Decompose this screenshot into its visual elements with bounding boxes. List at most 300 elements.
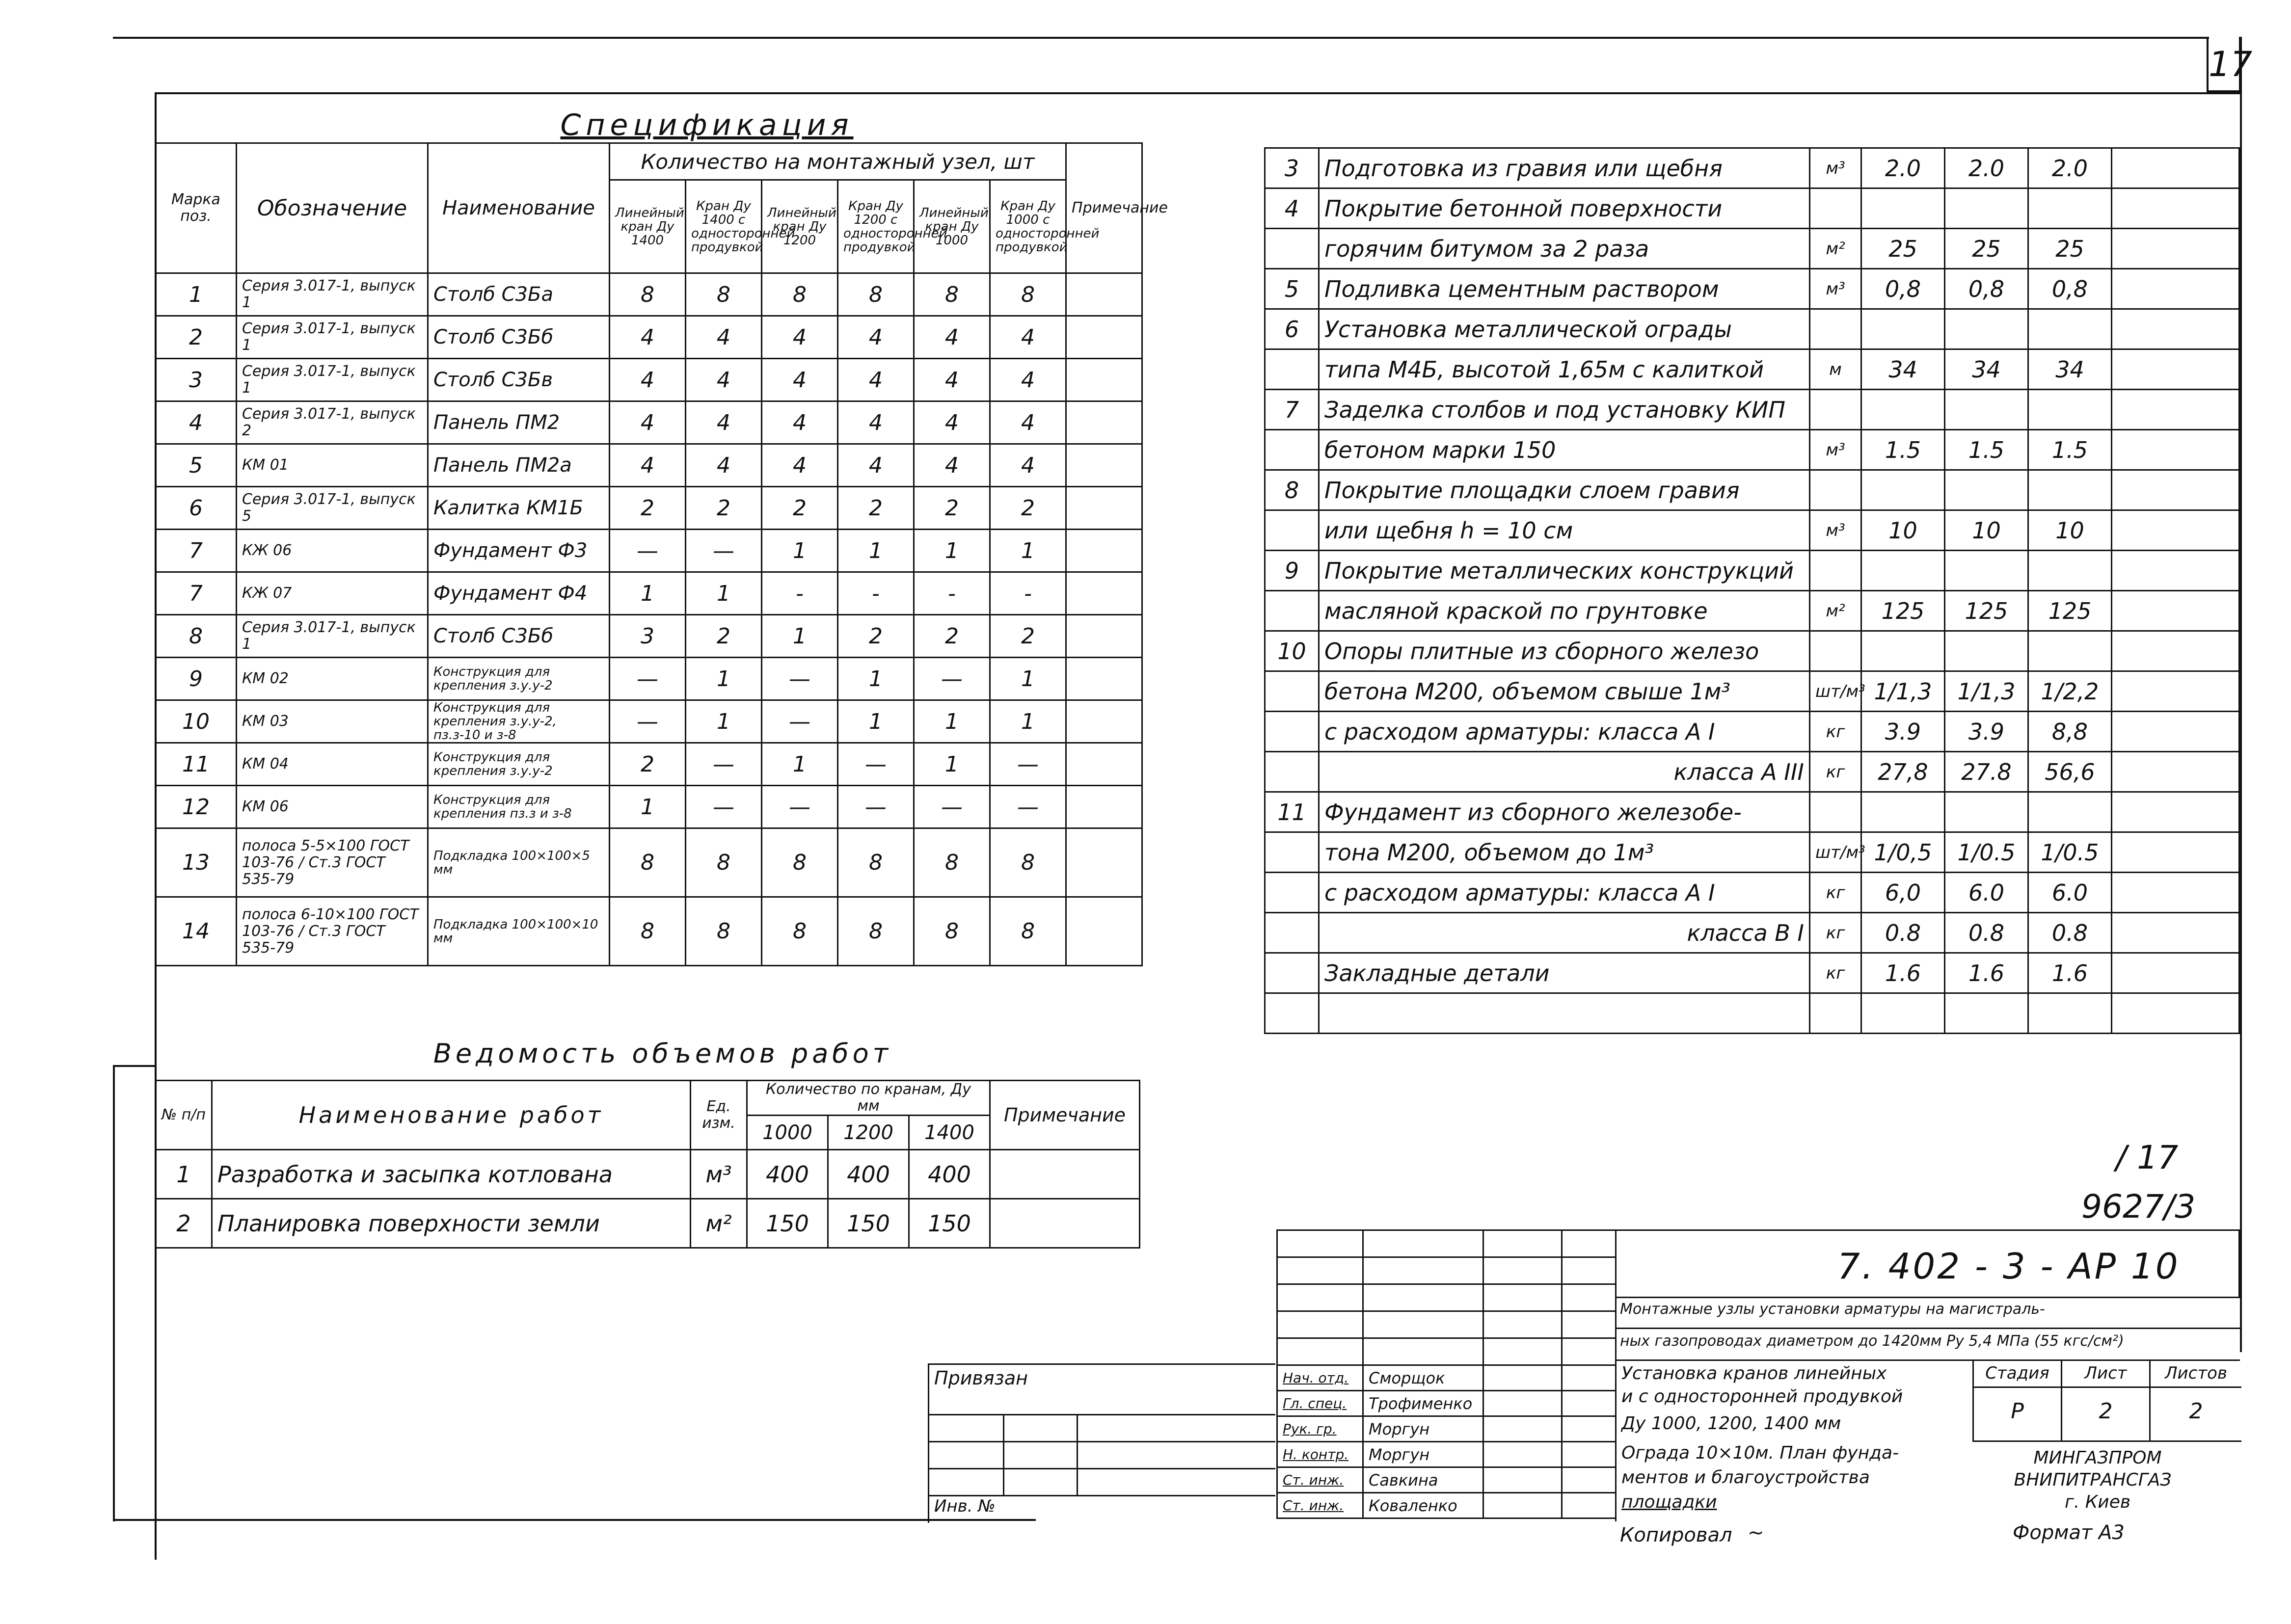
doc-title-line: Установка кранов линейных [1621, 1363, 1887, 1384]
cont-text: Фундамент из сборного железобе- [1319, 792, 1810, 832]
spec-note [1066, 786, 1142, 828]
table-row [156, 359, 1142, 401]
works-header-num: № п/п [156, 1081, 212, 1150]
spec-name: Фундамент Ф3 [428, 530, 610, 572]
spec-qty: 4 [686, 444, 762, 487]
top-border-line [113, 37, 2209, 39]
spec-header-name: Наименование [428, 143, 610, 273]
spec-designation: Серия 3.017-1, выпуск 1 [237, 316, 428, 359]
spec-qty: 1 [838, 700, 914, 743]
spec-qty: 8 [990, 828, 1066, 897]
signature [1483, 1416, 1562, 1442]
spec-qty: 1 [762, 530, 838, 572]
table-row [1265, 671, 2239, 712]
cont-note [2112, 269, 2239, 309]
spec-qty: — [838, 743, 914, 786]
table-row [1265, 470, 2239, 510]
cont-note [2112, 229, 2239, 269]
table-row [1265, 873, 2239, 913]
cont-value: 125 [1945, 591, 2028, 631]
spec-qty: 4 [914, 316, 990, 359]
cont-text [1319, 993, 1810, 1034]
spec-pos: 8 [156, 615, 237, 658]
spec-name: Подкладка 100×100×5 мм [428, 828, 610, 897]
spec-qty: 4 [762, 316, 838, 359]
spec-designation: КМ 06 [237, 786, 428, 828]
copied-label: Копировал [1620, 1524, 1732, 1546]
cont-unit [1810, 551, 1861, 591]
table-row [156, 1199, 1140, 1248]
cont-value: 0,8 [2028, 269, 2112, 309]
stamp-top-grid [1276, 1229, 1617, 1366]
table-row [156, 897, 1142, 966]
spec-qty: — [990, 743, 1066, 786]
stamp-date [1562, 1416, 1616, 1442]
cont-value [1945, 390, 2028, 430]
cont-value: 1/0.5 [2028, 832, 2112, 873]
spec-qty: 4 [990, 444, 1066, 487]
spec-qty: 4 [686, 359, 762, 401]
left-binding-line [113, 1065, 115, 1521]
cont-value [2028, 792, 2112, 832]
spec-note [1066, 401, 1142, 444]
cont-value: 3.9 [1945, 712, 2028, 752]
table-row [1265, 229, 2239, 269]
spec-qty: 2 [914, 615, 990, 658]
works-unit: м³ [691, 1150, 747, 1199]
spec-qty: 2 [762, 487, 838, 530]
stamp-person: Моргун [1363, 1416, 1483, 1442]
cont-unit: м² [1810, 591, 1861, 631]
spec-pos: 9 [156, 658, 237, 700]
cont-note [2112, 993, 2239, 1034]
table-row [156, 444, 1142, 487]
cont-text: Закладные детали [1319, 953, 1810, 993]
cont-num: 5 [1265, 269, 1319, 309]
cont-num: 4 [1265, 188, 1319, 229]
doc-title-line: ментов и благоустройства [1621, 1467, 1870, 1488]
cont-unit [1810, 188, 1861, 229]
spec-qty: 8 [762, 828, 838, 897]
page-number: 17 [2209, 44, 2253, 84]
spec-designation: полоса 6-10×100 ГОСТ 103-76 / Ст.3 ГОСТ 535-79 [237, 897, 428, 966]
spec-name: Панель ПМ2а [428, 444, 610, 487]
cont-value [1861, 309, 1945, 349]
cont-text: с расходом арматуры: класса А I [1319, 873, 1810, 913]
cont-value: 2.0 [1861, 148, 1945, 188]
spec-pos: 1 [156, 273, 237, 316]
spec-qty: 4 [762, 401, 838, 444]
cont-num [1265, 752, 1319, 792]
cont-note [2112, 712, 2239, 752]
frame-bottom-line [113, 1519, 1036, 1521]
table-row [156, 700, 1142, 743]
stamp-role: Ст. инж. [1277, 1493, 1363, 1518]
cont-value [2028, 470, 2112, 510]
spec-qty: 2 [610, 743, 686, 786]
table-row [1265, 269, 2239, 309]
spec-pos: 6 [156, 487, 237, 530]
spec-name: Панель ПМ2 [428, 401, 610, 444]
cont-text: Покрытие площадки слоем гравия [1319, 470, 1810, 510]
table-row [156, 401, 1142, 444]
spec-qty: 8 [990, 897, 1066, 966]
works-title: Ведомость объемов работ [433, 1038, 892, 1069]
cont-value: 10 [1861, 510, 1945, 551]
stamp-person: Сморщок [1363, 1365, 1483, 1391]
spec-qty: 2 [990, 487, 1066, 530]
spec-qty: 4 [686, 401, 762, 444]
signature [1483, 1442, 1562, 1467]
spec-designation: Серия 3.017-1, выпуск 1 [237, 615, 428, 658]
spec-name: Столб С3Бв [428, 359, 610, 401]
cont-value: 2.0 [1945, 148, 2028, 188]
cont-text: Покрытие металлических конструкций [1319, 551, 1810, 591]
table-row [1265, 712, 2239, 752]
cont-num [1265, 430, 1319, 470]
signature [1483, 1391, 1562, 1416]
cont-text: Подготовка из гравия или щебня [1319, 148, 1810, 188]
cont-unit: м [1810, 349, 1861, 390]
spec-pos: 10 [156, 700, 237, 743]
spec-designation: Серия 3.017-1, выпуск 2 [237, 401, 428, 444]
table-row [1277, 1442, 1616, 1467]
spec-qty: 1 [686, 700, 762, 743]
spec-qty: — [914, 786, 990, 828]
cont-note [2112, 671, 2239, 712]
spec-note [1066, 444, 1142, 487]
cont-text: тона М200, объемом до 1м³ [1319, 832, 1810, 873]
stamp-role: Рук. гр. [1277, 1416, 1363, 1442]
stamp-person: Моргун [1363, 1442, 1483, 1467]
cont-value: 6.0 [1945, 873, 2028, 913]
works-continuation-table [1264, 147, 2240, 1034]
works-name: Планировка поверхности земли [212, 1199, 691, 1248]
cont-value: 27,8 [1861, 752, 1945, 792]
page-number-box [2207, 37, 2253, 92]
doc-title-block [1615, 1359, 2241, 1521]
spec-qty: 4 [762, 444, 838, 487]
cont-value [2028, 993, 2112, 1034]
table-row [156, 743, 1142, 786]
cont-value: 3.9 [1861, 712, 1945, 752]
cont-value: 0.8 [1945, 913, 2028, 953]
spec-qty: 8 [990, 273, 1066, 316]
cont-note [2112, 792, 2239, 832]
cont-num [1265, 671, 1319, 712]
spec-qty: 8 [762, 897, 838, 966]
doc-title-line: площадки [1621, 1492, 1717, 1512]
spec-qty: 3 [610, 615, 686, 658]
cont-value: 0.8 [2028, 913, 2112, 953]
cont-value [1945, 631, 2028, 671]
spec-qty: — [610, 658, 686, 700]
spec-note [1066, 828, 1142, 897]
cont-num [1265, 591, 1319, 631]
table-row [156, 316, 1142, 359]
signature [1483, 1467, 1562, 1493]
org-line-3: г. Киев [2064, 1492, 2131, 1512]
cont-value: 34 [2028, 349, 2112, 390]
stamp-date [1562, 1365, 1616, 1391]
table-row [1265, 349, 2239, 390]
table-row [1265, 148, 2239, 188]
spec-qty: 8 [838, 897, 914, 966]
cont-note [2112, 953, 2239, 993]
cont-num [1265, 349, 1319, 390]
spec-qty: 4 [838, 359, 914, 401]
spec-qty: 8 [686, 273, 762, 316]
privyazan-block [928, 1363, 1275, 1523]
spec-qty: 8 [610, 897, 686, 966]
spec-qty: 8 [686, 897, 762, 966]
works-name: Разработка и засыпка котлована [212, 1150, 691, 1199]
cont-value: 0,8 [1861, 269, 1945, 309]
table-row [1265, 551, 2239, 591]
table-row [156, 487, 1142, 530]
table-row [156, 615, 1142, 658]
spec-qty: 1 [914, 743, 990, 786]
spec-qty: 2 [610, 487, 686, 530]
spec-note [1066, 316, 1142, 359]
cont-value [1945, 792, 2028, 832]
spec-pos: 7 [156, 530, 237, 572]
works-header-note: Примечание [990, 1081, 1140, 1150]
cont-num: 6 [1265, 309, 1319, 349]
spec-qty: — [610, 700, 686, 743]
cont-num [1265, 712, 1319, 752]
cont-note [2112, 510, 2239, 551]
table-row [1265, 188, 2239, 229]
stamp-person: Трофименко [1363, 1391, 1483, 1416]
spec-qty: — [686, 786, 762, 828]
spec-designation: КМ 01 [237, 444, 428, 487]
cont-value: 0.8 [1861, 913, 1945, 953]
spec-name: Подкладка 100×100×10 мм [428, 897, 610, 966]
works-value: 150 [909, 1199, 990, 1248]
doc-title-line: Ограда 10×10м. План фунда- [1621, 1443, 1899, 1463]
table-row [1265, 993, 2239, 1034]
frame-right-line [2240, 37, 2242, 1352]
sheet-value: 2 [2099, 1399, 2113, 1424]
privyazan-label: Привязан [934, 1367, 1028, 1389]
cont-text: класса В I [1319, 913, 1810, 953]
doc-title-line: и с односторонней продувкой [1621, 1386, 1903, 1407]
table-row [1265, 591, 2239, 631]
table-row [156, 530, 1142, 572]
spec-qty: 2 [686, 615, 762, 658]
spec-pos: 5 [156, 444, 237, 487]
works-header-d1: 1000 [747, 1116, 828, 1150]
table-row [1277, 1391, 1616, 1416]
cont-value [1945, 993, 2028, 1034]
cont-value: 25 [1861, 229, 1945, 269]
spec-pos: 7 [156, 572, 237, 615]
specification-table [155, 142, 1168, 966]
spec-qty: 8 [762, 273, 838, 316]
cont-unit: шт/м³ [1810, 832, 1861, 873]
spec-pos: 4 [156, 401, 237, 444]
inv-label: Инв. № [934, 1496, 996, 1516]
cont-text: Покрытие бетонной поверхности [1319, 188, 1810, 229]
cont-unit [1810, 470, 1861, 510]
table-row [1265, 832, 2239, 873]
table-row [156, 1150, 1140, 1199]
spec-qty: 1 [990, 700, 1066, 743]
spec-designation: КМ 03 [237, 700, 428, 743]
spec-qty: 2 [838, 487, 914, 530]
spec-qty: 1 [762, 743, 838, 786]
cont-unit: кг [1810, 752, 1861, 792]
spec-qty: 1 [686, 572, 762, 615]
table-row [156, 273, 1142, 316]
works-value: 150 [828, 1199, 909, 1248]
spec-note [1066, 273, 1142, 316]
spec-qty: 4 [914, 359, 990, 401]
cont-value [1861, 792, 1945, 832]
table-row [1265, 510, 2239, 551]
spec-qty: 8 [610, 273, 686, 316]
table-row [156, 572, 1142, 615]
cont-value [1861, 470, 1945, 510]
spec-name: Конструкция для крепления з.у.у-2 [428, 658, 610, 700]
cont-note [2112, 873, 2239, 913]
spec-name: Конструкция для крепления пз.з и з-8 [428, 786, 610, 828]
frame-top-line [155, 92, 2241, 94]
table-row [1265, 953, 2239, 993]
spec-qty: 2 [838, 615, 914, 658]
spec-name: Конструкция для крепления з.у.у-2, пз.з-10 и з-8 [428, 700, 610, 743]
stamp-person: Савкина [1363, 1467, 1483, 1493]
cont-value: 0,8 [1945, 269, 2028, 309]
cont-value: 125 [1861, 591, 1945, 631]
spec-designation: Серия 3.017-1, выпуск 1 [237, 359, 428, 401]
spec-qty: - [838, 572, 914, 615]
signature [1483, 1493, 1562, 1518]
cont-unit: кг [1810, 953, 1861, 993]
spec-header-designation: Обозначение [237, 143, 428, 273]
spec-note [1066, 530, 1142, 572]
bottom-mark: / 17 [2116, 1139, 2179, 1176]
works-header-qty-group: Количество по кранам, Ду мм [747, 1081, 990, 1116]
spec-note [1066, 487, 1142, 530]
spec-qty: 8 [838, 828, 914, 897]
cont-value [2028, 188, 2112, 229]
works-num: 2 [156, 1199, 212, 1248]
works-value: 400 [909, 1150, 990, 1199]
stamp-date [1562, 1442, 1616, 1467]
cont-unit: м³ [1810, 430, 1861, 470]
cont-value: 34 [1945, 349, 2028, 390]
cont-value: 125 [2028, 591, 2112, 631]
cont-text: класса А III [1319, 752, 1810, 792]
cont-num [1265, 229, 1319, 269]
spec-qty: 4 [990, 401, 1066, 444]
cont-unit [1810, 390, 1861, 430]
cont-unit: кг [1810, 712, 1861, 752]
cont-value: 10 [2028, 510, 2112, 551]
works-header-name: Наименование работ [212, 1081, 691, 1150]
spec-header-note: Примечание [1066, 143, 1142, 273]
works-header-d2: 1200 [828, 1116, 909, 1150]
spec-qty: 4 [610, 444, 686, 487]
spec-qty: 4 [990, 359, 1066, 401]
cont-unit: кг [1810, 913, 1861, 953]
spec-qty: 8 [914, 897, 990, 966]
cont-note [2112, 832, 2239, 873]
spec-designation: КМ 02 [237, 658, 428, 700]
table-row [156, 828, 1142, 897]
spec-header-qty-group: Количество на монтажный узел, шт [610, 143, 1066, 180]
cont-value [1945, 309, 2028, 349]
spec-qty: — [686, 743, 762, 786]
table-row [1265, 752, 2239, 792]
cont-value: 6,0 [1861, 873, 1945, 913]
spec-sub-header: Кран Ду 1200 с односторонней продувкой [838, 180, 914, 273]
cont-unit [1810, 792, 1861, 832]
spec-designation: Серия 3.017-1, выпуск 1 [237, 273, 428, 316]
spec-qty: — [610, 530, 686, 572]
cont-text: или щебня h = 10 см [1319, 510, 1810, 551]
cont-num [1265, 832, 1319, 873]
spec-note [1066, 615, 1142, 658]
spec-sub-header: Линейный кран Ду 1200 [762, 180, 838, 273]
cont-note [2112, 591, 2239, 631]
cont-value: 8,8 [2028, 712, 2112, 752]
cont-value: 25 [1945, 229, 2028, 269]
table-row [1265, 430, 2239, 470]
spec-note [1066, 359, 1142, 401]
spec-qty: - [762, 572, 838, 615]
spec-qty: 2 [990, 615, 1066, 658]
spec-qty: 2 [686, 487, 762, 530]
spec-qty: 2 [914, 487, 990, 530]
sheets-header: Листов [2164, 1363, 2227, 1383]
table-row [156, 658, 1142, 700]
works-unit: м² [691, 1199, 747, 1248]
stamp-role: Н. контр. [1277, 1442, 1363, 1467]
spec-qty: — [762, 658, 838, 700]
spec-header-mark: Марка поз. [156, 143, 237, 273]
cont-value: 1/2,2 [2028, 671, 2112, 712]
table-row [1277, 1416, 1616, 1442]
spec-qty: 1 [838, 658, 914, 700]
spec-qty: 4 [610, 359, 686, 401]
spec-title: Спецификация [560, 108, 854, 142]
cont-unit: шт/м³ [1810, 671, 1861, 712]
spec-qty: - [990, 572, 1066, 615]
spec-name: Столб С3Бб [428, 316, 610, 359]
stamp-role: Ст. инж. [1277, 1467, 1363, 1493]
spec-name: Столб С3Ба [428, 273, 610, 316]
stamp-role: Гл. спец. [1277, 1391, 1363, 1416]
cont-note [2112, 470, 2239, 510]
cont-value: 6.0 [2028, 873, 2112, 913]
spec-qty: 8 [914, 828, 990, 897]
cont-text: типа М4Б, высотой 1,65м с калиткой [1319, 349, 1810, 390]
table-row [1265, 631, 2239, 671]
spec-pos: 11 [156, 743, 237, 786]
table-row [1277, 1493, 1616, 1518]
cont-value: 1.6 [1861, 953, 1945, 993]
spec-qty: 4 [762, 359, 838, 401]
spec-name: Фундамент Ф4 [428, 572, 610, 615]
spec-qty: 1 [610, 786, 686, 828]
spec-note [1066, 658, 1142, 700]
cont-value: 1/1,3 [1861, 671, 1945, 712]
spec-qty: 8 [610, 828, 686, 897]
spec-qty: 1 [762, 615, 838, 658]
